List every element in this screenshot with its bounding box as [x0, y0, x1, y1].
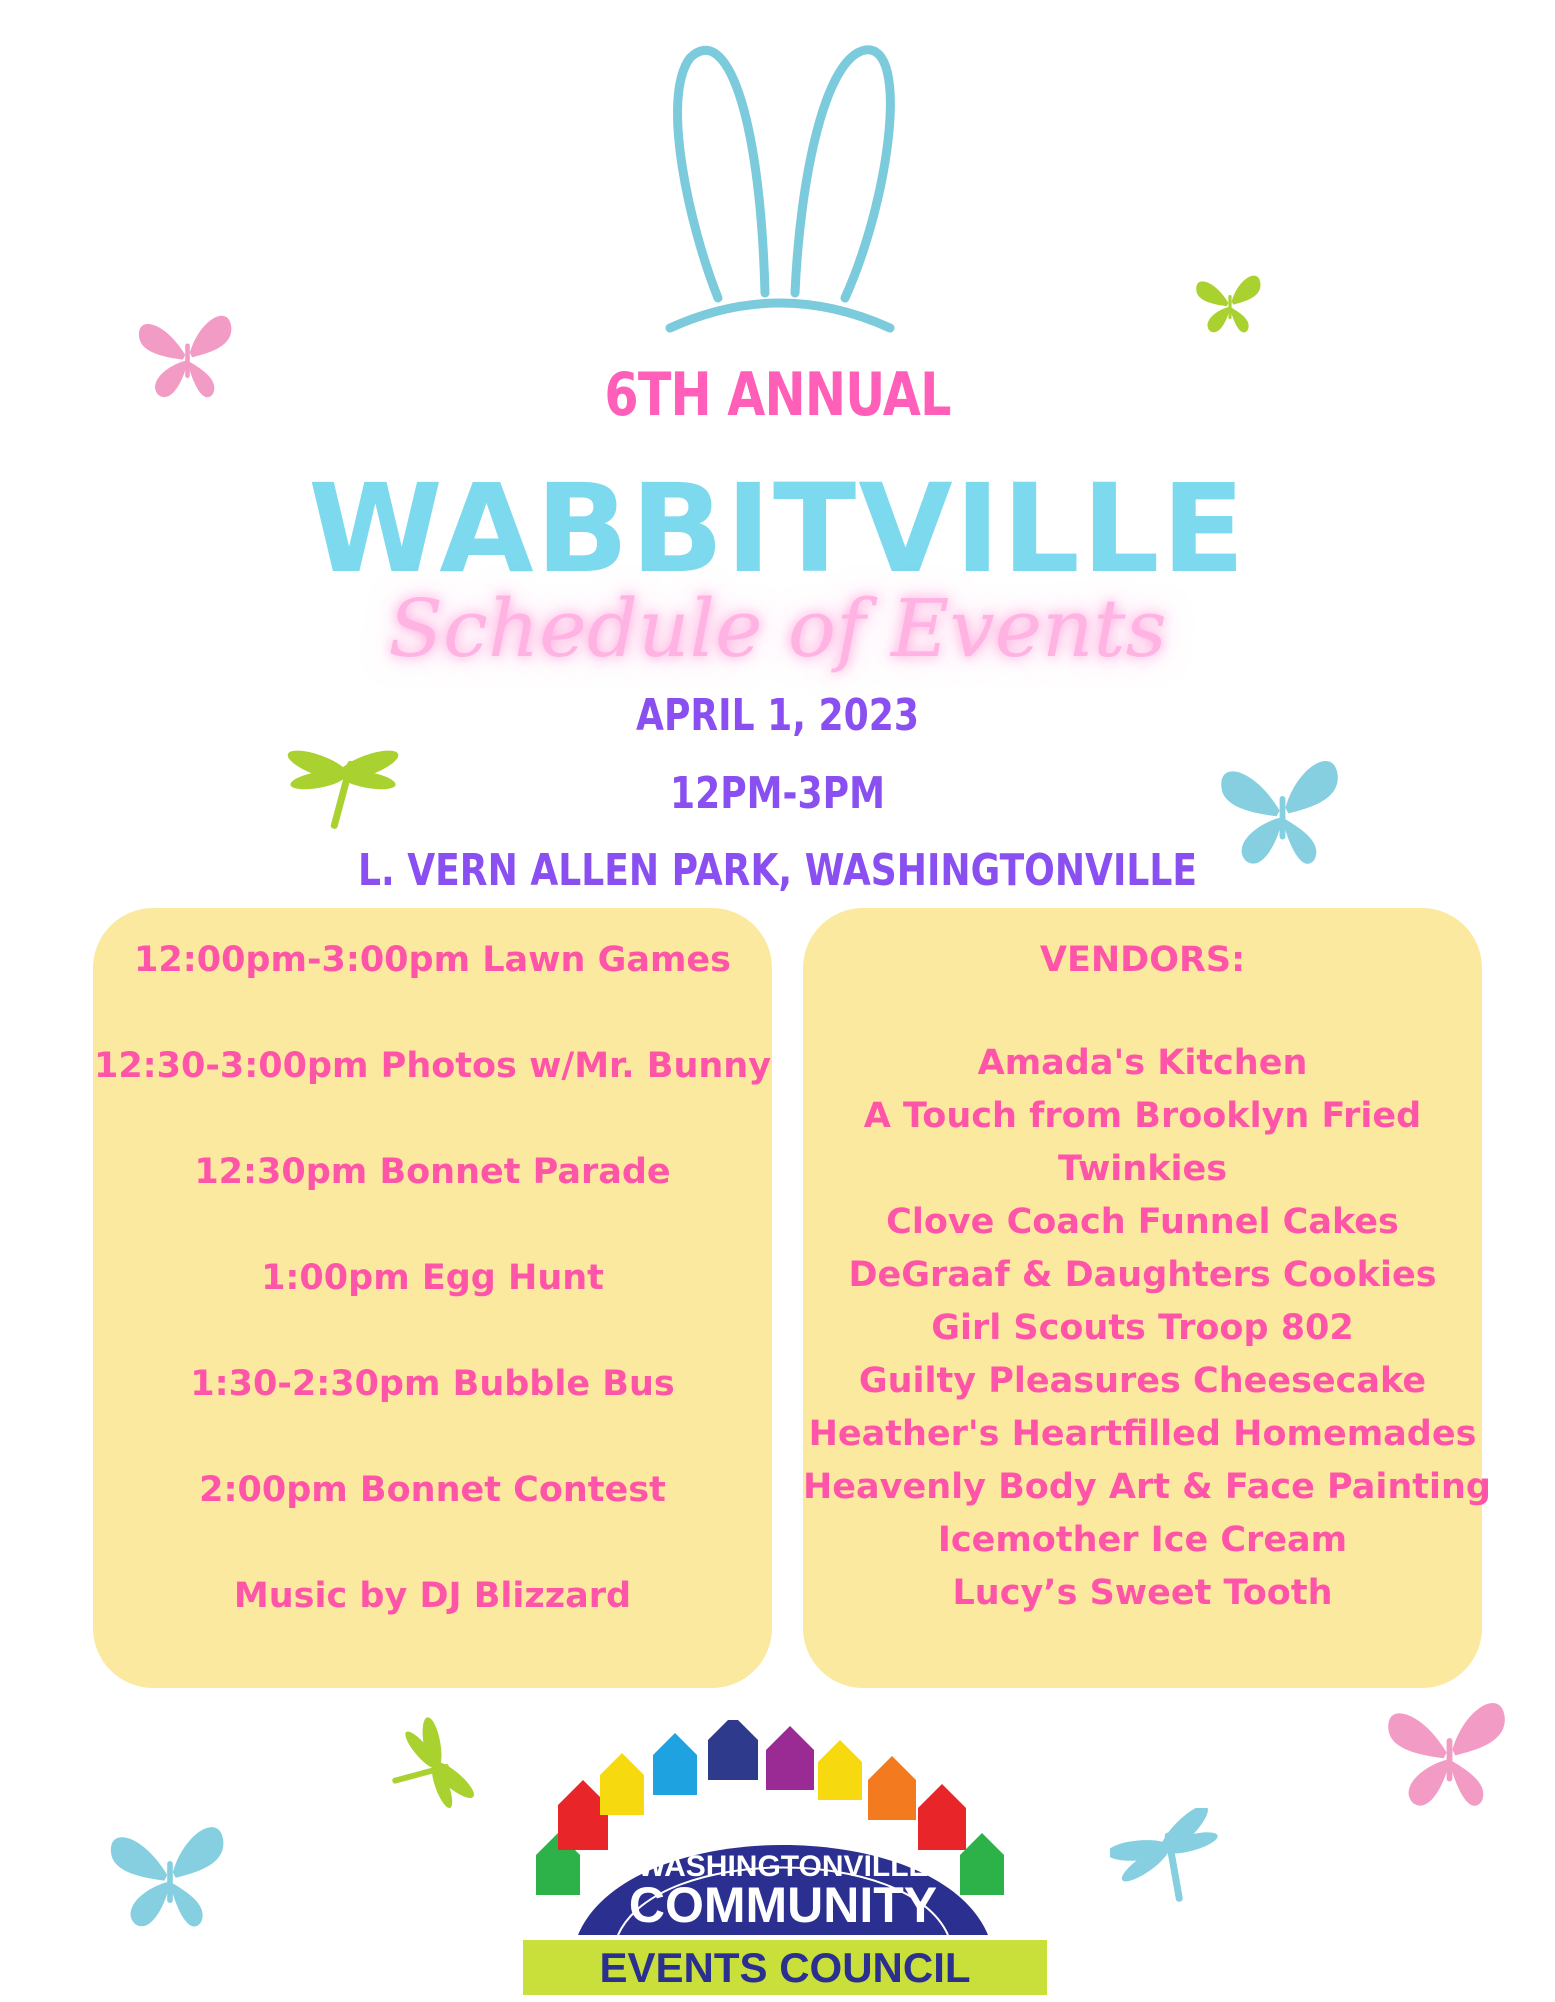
vendor-line: DeGraaf & Daughters Cookies: [848, 1255, 1437, 1295]
vendor-line: Lucy’s Sweet Tooth: [952, 1573, 1333, 1613]
schedule-item: 12:00pm-3:00pm Lawn Games: [134, 940, 731, 980]
vendor-line: Heavenly Body Art & Face Painting: [803, 1467, 1491, 1507]
vendor-line: Amada's Kitchen: [977, 1043, 1308, 1083]
butterfly-icon: [1372, 1680, 1527, 1825]
annual-label: 6TH ANNUAL: [604, 360, 951, 430]
event-time: 12PM-3PM: [670, 768, 885, 819]
schedule-item: Music by DJ Blizzard: [233, 1576, 632, 1616]
vendors-heading: VENDORS:: [1039, 940, 1246, 980]
vendor-line: Clove Coach Funnel Cakes: [886, 1202, 1399, 1242]
schedule-panel: [93, 908, 772, 1688]
vendor-line: Girl Scouts Troop 802: [931, 1308, 1354, 1348]
logo-line-2: COMMUNITY: [628, 1877, 938, 1933]
vendor-line: A Touch from Brooklyn Fried: [863, 1096, 1422, 1136]
dragonfly-icon: [378, 1705, 478, 1835]
bunny-ears-icon: [640, 28, 920, 348]
dragonfly-icon: [1110, 1808, 1230, 1908]
butterfly-icon: [100, 1805, 240, 1945]
logo-line-3: EVENTS COUNCIL: [599, 1944, 971, 1991]
vendors-panel: [803, 908, 1491, 1688]
vendor-line: Icemother Ice Cream: [937, 1520, 1348, 1560]
event-title: WABBITVILLE: [308, 458, 1247, 600]
schedule-item: 1:30-2:30pm Bubble Bus: [190, 1364, 675, 1404]
event-location: L. VERN ALLEN PARK, WASHINGTONVILLE: [357, 845, 1198, 896]
logo-graphic: [518, 1720, 1052, 1998]
schedule-item: 12:30-3:00pm Photos w/Mr. Bunny: [93, 1046, 772, 1086]
community-logo: [518, 1720, 1052, 1998]
butterfly-icon: [1190, 262, 1270, 344]
logo-line-1: WASHINGTONVILLE: [637, 1850, 929, 1883]
vendor-line: Twinkies: [1057, 1149, 1228, 1189]
event-date: APRIL 1, 2023: [636, 690, 919, 741]
schedule-item: 2:00pm Bonnet Contest: [199, 1470, 666, 1510]
vendor-line: Heather's Heartfilled Homemades: [808, 1414, 1477, 1454]
schedule-item: 1:00pm Egg Hunt: [261, 1258, 604, 1298]
vendor-line: Guilty Pleasures Cheesecake: [858, 1361, 1427, 1401]
schedule-item: 12:30pm Bonnet Parade: [194, 1152, 671, 1192]
schedule-subtitle: Schedule of Events: [388, 582, 1167, 675]
